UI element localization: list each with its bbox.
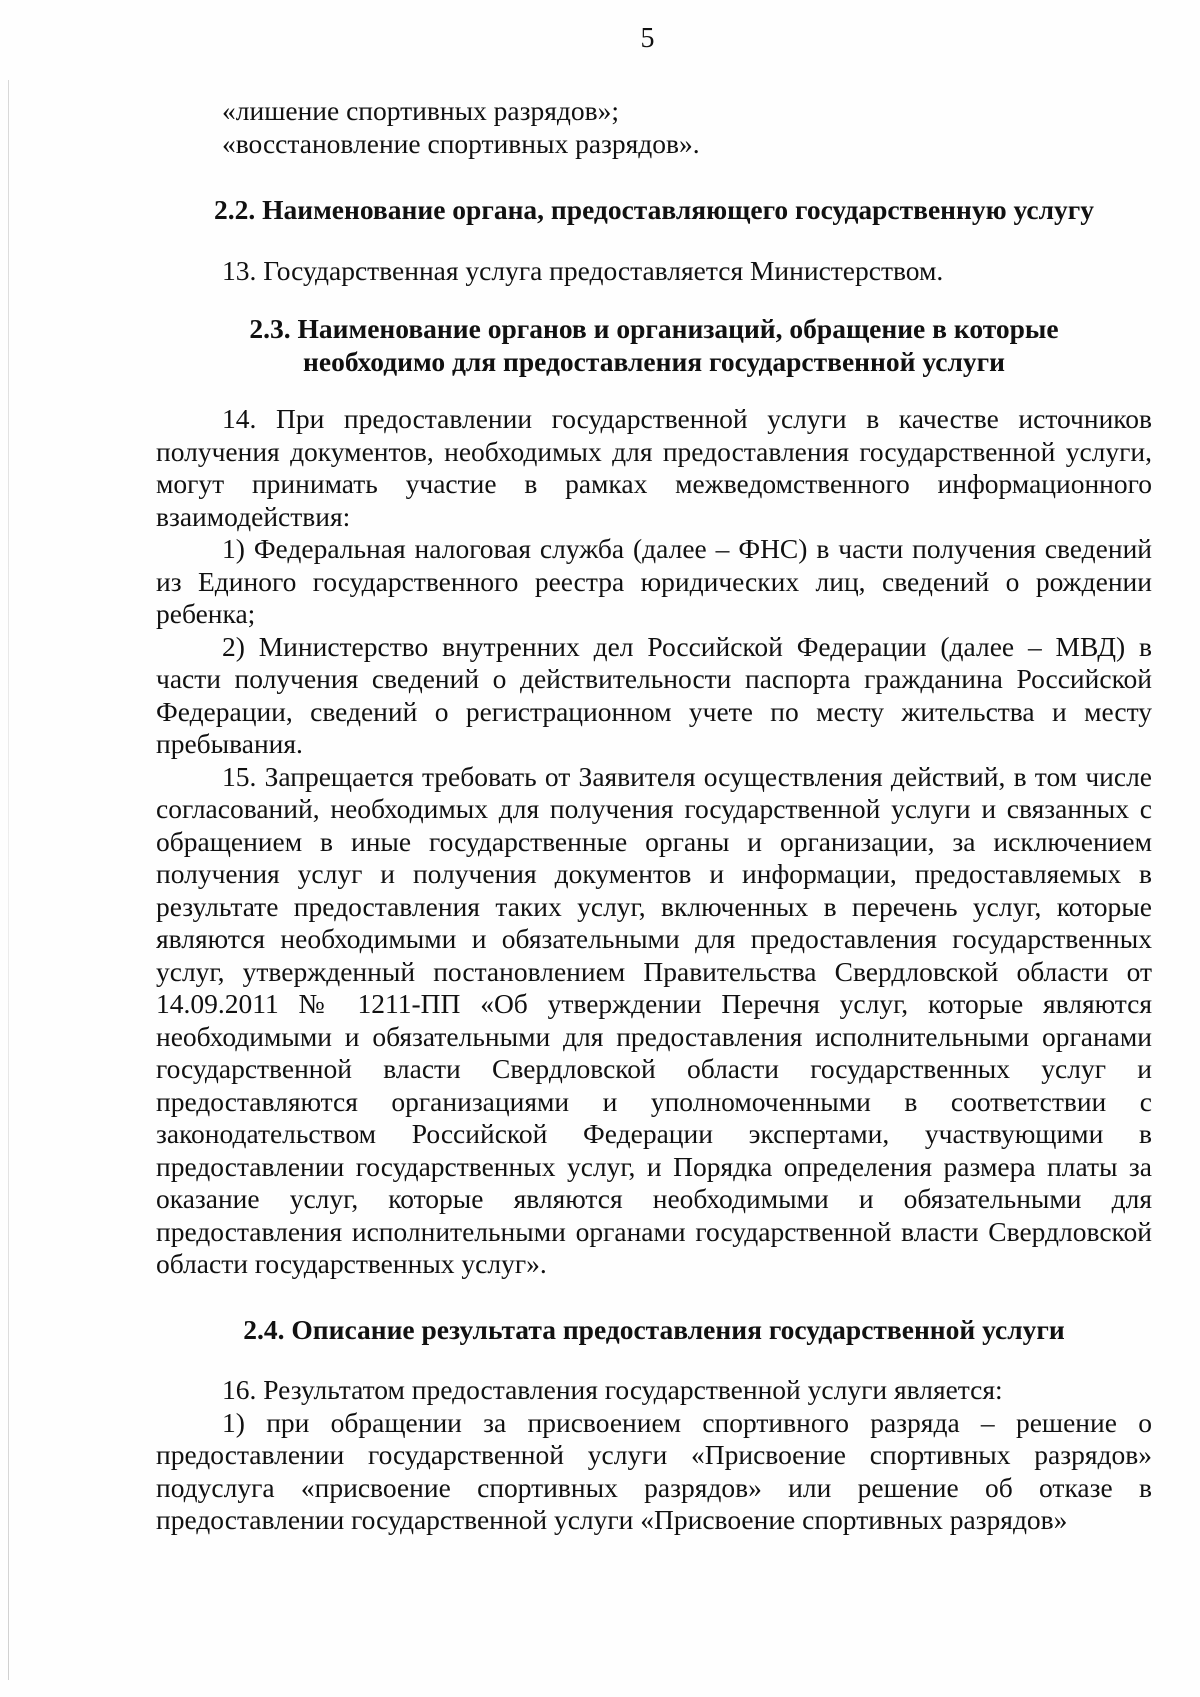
paragraph-14-item-1: 1) Федеральная налоговая служба (далее – ФНС) в части получения сведений из Единого государственного реестра юридических лиц, сведений о рождении ребенка; — [156, 533, 1152, 629]
document-body — [156, 95, 1152, 1537]
section-heading-2-2: 2.2. Наименование органа, предоставляющего государственную услугу — [213, 194, 1095, 225]
paragraph-15: 15. Запрещается требовать от Заявителя осуществления действий, в том числе согласований, необходимых для получения государственной услуги и связанных с обращением в иные государственные органы и организации, за исключением получения услуг и получения документов и информации, предоставляемых в результате предоставления таких услуг, включенных в перечень услуг, которые являются необходимыми и обязательными для предоставления государственных услуг, утвержденный постановлением Правительства Свердловской области от 14.09.2011 № 1211-ПП «Об утверждении Перечня услуг, которые являются необходимыми и обязательными для предоставления исполнительными органами государственной власти Свердловской области государственных услуг и предоставляются организациями и уполномоченными в соответствии с законодательством Российской Федерации экспертами, участвующими в предоставлении государственных услуг, и Порядка определения размера платы за оказание услуг, которые являются необходимыми и обязательными для предоставления исполнительными органами государственной власти Свердловской области государственных услуг». — [156, 760, 1152, 1279]
section-heading-2-4: 2.4. Описание результата предоставления государственной услуги — [243, 1313, 1065, 1345]
paragraph-16-item-1: 1) при обращении за присвоением спортивного разряда – решение о предоставлении государственной услуги «Присвоение спортивных разрядов» подуслуга «присвоение спортивных разрядов» или решение об отказе в предоставлении государственной услуги «Присвоение спортивных разрядов» — [156, 1406, 1152, 1535]
section-heading-2-3-line-1: 2.3. Наименование органов и организаций, обращение в которые — [249, 313, 1059, 344]
paragraph-14-item-2: 2) Министерство внутренних дел Российской Федерации (далее – МВД) в части получения сведений о действительности паспорта гражданина Российской Федерации, сведений о регистрационном учете по месту жительства и месту пребывания. — [156, 630, 1152, 759]
page-number: 5 — [640, 23, 655, 54]
section-heading-2-3-line-2: необходимо для предоставления государственной услуги — [303, 345, 1005, 377]
list-line-2: «восстановление спортивных разрядов». — [222, 127, 700, 159]
list-line-1: «лишение спортивных разрядов»; — [222, 95, 620, 126]
paragraph-14: 14. При предоставлении государственной услуги в качестве источников получения документов, необходимых для предоставления государственной услуги, могут принимать участие в рамках межведомственного информационного взаимодействия: — [156, 403, 1152, 532]
paragraph-16: 16. Результатом предоставления государственной услуги является: — [222, 1374, 1003, 1405]
scan-edge-line — [8, 80, 9, 1680]
section-heading-2-3 — [156, 313, 1152, 378]
paragraph-13: 13. Государственная услуга предоставляется Министерством. — [222, 254, 944, 286]
